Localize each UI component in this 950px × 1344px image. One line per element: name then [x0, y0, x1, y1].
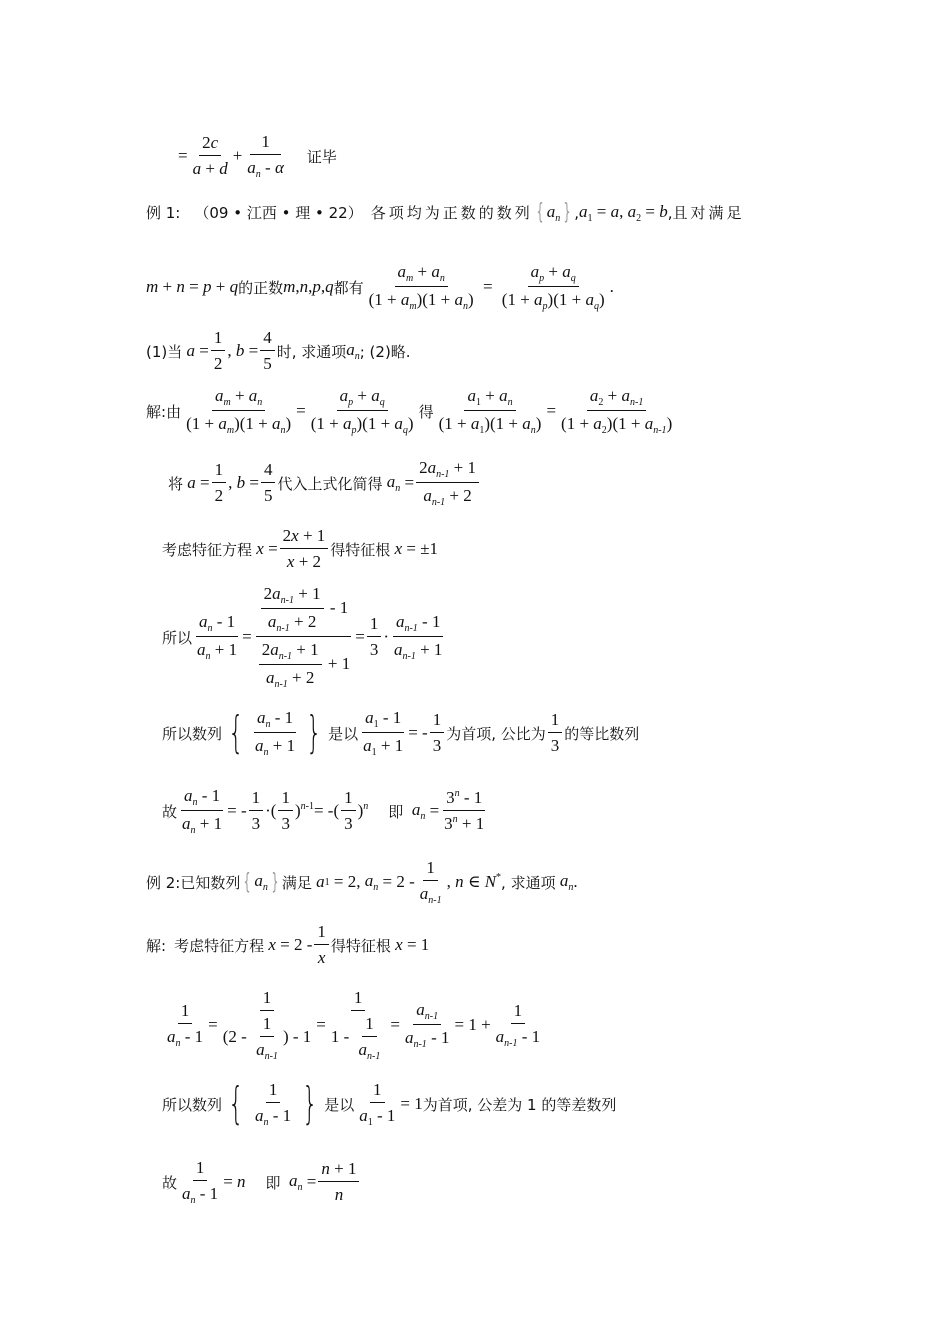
solution2-step2: $\frac{1}{a_n - 1}$ = 1 (2 - $\frac{1}{a_{n-1}}$ ) - 1 = 1 1 - $\frac{1}{a_{n-1}}$ = $\frac{a_{n-1}}{a_{n-1} - 1}$ = 1 + $\frac{1}{a_{n-1} - 1}$	[167, 988, 541, 1062]
solution1-step4: 所以 $\frac{a_n - 1}{a_n + 1}$ = $\frac{2a_{n-1} + 1}{a_{n-1} + 2}$ - 1 $\frac{2a_{n-1} + 1}{a_{n-1} + 2}$ + 1 = $\frac{1}{3}$ · $\frac{a_{n-1} - 1}{a_{n-1} + 1}$	[162, 584, 443, 690]
solution2-result: 故 $\frac{1}{a_n - 1}$ = n 即 $a_n$ = $\frac{n + 1}{n}$	[162, 1158, 361, 1206]
example1-question-line: (1)当 a = $\frac{1}{2}$ , b = $\frac{4}{5}$ 时, 求通项 $a_n$ ; (2)略.	[146, 328, 411, 373]
solution1-result: 故 $\frac{a_n - 1}{a_n + 1}$ = - $\frac{1}{3}$ ·( $\frac{1}{3}$ )$^{n-1}$ = -( $\frac{1}{3}$ )$^n$ 即 $a_n$ = $\frac{3^n - 1}{3^n + 1}$	[162, 786, 485, 836]
proof-end-line: = $\frac{2c}{a + d}$ + $\frac{1}{a_n - \alpha}$ 证毕	[178, 132, 337, 180]
solution2-step1: 解: 考虑特征方程 x = 2 - $\frac{1}{x}$ 得特征根 x = 1	[146, 922, 430, 967]
example1-title: 例 1:	[146, 204, 181, 222]
example1-condition-line: m + n = p + q 的正数 m , n , p , q 都有 $\frac{a_m + a_n}{(1 + a_m)(1 + a_n)}$ = $\frac{a_p + a_q}{(1 + a_p)(1 + a_q)}$ .	[146, 262, 614, 312]
example1-source: （09 • 江西 • 理 • 22）	[194, 204, 363, 222]
solution2-step3: 所以数列 { $\frac{1}{a_n - 1}$ } 是以 $\frac{1}{a_1 - 1}$ = 1 为首项, 公差为 1 的等差数列	[162, 1078, 617, 1129]
example1-condition: 且对满足	[672, 204, 745, 222]
solution1-step5: 所以数列 { $\frac{a_n - 1}{a_n + 1}$ } 是以 $\frac{a_1 - 1}{a_1 + 1}$ = - $\frac{1}{3}$ 为首项, 公比为 $\frac{1}{3}$ 的等比数列	[162, 707, 640, 758]
proof-end-label: 证毕	[306, 147, 337, 166]
solution1-step3: 考虑特征方程 x = $\frac{2x + 1}{x + 2}$ 得特征根 x = ±1	[162, 526, 439, 571]
example2-title: 例 2:	[146, 873, 181, 892]
example1-heading: 例 1: （09 • 江西 • 理 • 22） 各项均为正数的数列 { $a_n$ } , $a_1 = a$, $a_2 = b$ , 且对满足	[146, 200, 745, 225]
solution1-step2: 将 a = $\frac{1}{2}$ , b = $\frac{4}{5}$ 代入上式化简得 $a_n$ = $\frac{2a_{n-1} + 1}{a_{n-1} + 2}$	[168, 458, 481, 508]
example2-statement: 例 2: 已知数列 { $a_n$ } 满足 a 1 = 2, $a_n$ = 2 - $\frac{1}{a_{n-1}}$ , n ∈ N* , 求通项 $a_n$ .	[146, 858, 578, 906]
example1-description: 各项均为正数的数列	[370, 204, 533, 222]
solution1-step1: 解: 由 $\frac{a_m + a_n}{(1 + a_m)(1 + a_n)}$ = $\frac{a_p + a_q}{(1 + a_p)(1 + a_q)}$ 得 $\frac{a_1 + a_n}{(1 + a_1)(1 + a_n)}$ = $\frac{a_2 + a_{n-1}}{(1 + a_2)(1 + a_{n-1})}$	[146, 386, 673, 436]
